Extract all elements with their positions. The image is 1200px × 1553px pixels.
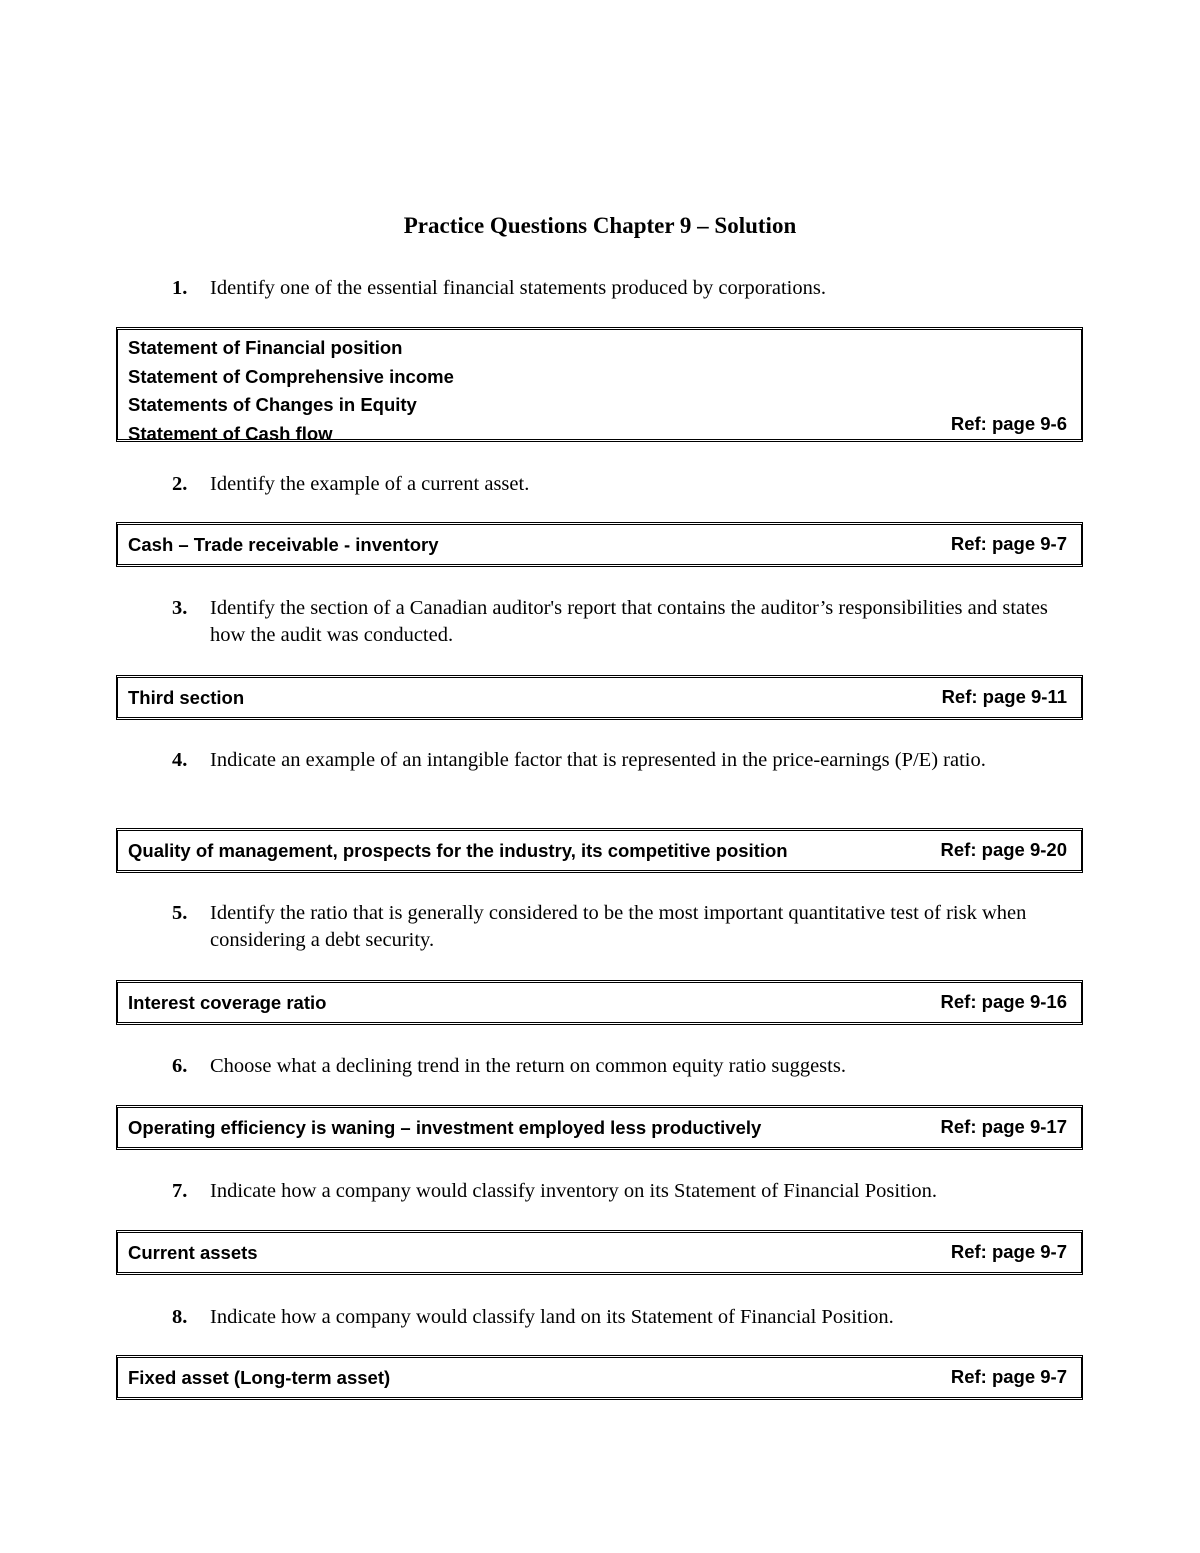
answer-box-3 — [116, 675, 1083, 720]
answer-reference: Ref: page 9-6 — [950, 413, 1067, 434]
question-number: 7. — [172, 1180, 188, 1202]
answer-box-7 — [116, 1230, 1083, 1275]
page-title: Practice Questions Chapter 9 – Solution — [403, 213, 797, 238]
question-text: Identify the example of a current asset. — [210, 473, 530, 495]
question-2 — [172, 471, 1072, 498]
answer-line: Third section — [128, 687, 245, 708]
question-5 — [172, 900, 1072, 954]
question-number: 2. — [172, 473, 188, 495]
answer-line: Operating efficiency is waning – investment employed less productively — [128, 1117, 762, 1138]
answer-line: Current assets — [128, 1242, 258, 1263]
answer-line: Statement of Cash flow — [128, 422, 333, 444]
question-text: Indicate how a company would classify land on its Statement of Financial Position. — [210, 1306, 894, 1328]
question-text: Indicate an example of an intangible factor that is represented in the price-earnings (P/E) ratio. — [210, 749, 986, 771]
question-text: Identify the section of a Canadian auditor's report that contains the auditor’s responsibilities and states how the audit was conducted. — [210, 597, 1048, 646]
question-1 — [172, 275, 1072, 302]
answer-box-5 — [116, 980, 1083, 1025]
answer-reference: Ref: page 9-11 — [941, 686, 1067, 707]
question-text: Identify the ratio that is generally considered to be the most important quantitative test of risk when considering a debt security. — [210, 902, 1027, 951]
question-number: 8. — [172, 1306, 188, 1328]
answer-line: Statements of Changes in Equity — [128, 394, 417, 415]
answer-reference: Ref: page 9-16 — [940, 991, 1067, 1012]
answer-box-1 — [116, 327, 1083, 442]
question-number: 1. — [172, 277, 188, 299]
answer-line: Cash – Trade receivable - inventory — [128, 534, 439, 555]
answer-box-4 — [116, 828, 1083, 873]
answer-line: Interest coverage ratio — [128, 992, 327, 1013]
question-number: 3. — [172, 597, 188, 619]
answer-reference: Ref: page 9-7 — [950, 533, 1067, 554]
answer-reference: Ref: page 9-7 — [950, 1241, 1067, 1262]
answer-box-6 — [116, 1105, 1083, 1150]
question-text: Indicate how a company would classify inventory on its Statement of Financial Position. — [210, 1180, 938, 1202]
question-4 — [172, 747, 1072, 774]
question-number: 4. — [172, 749, 188, 771]
question-7 — [172, 1178, 1072, 1205]
answer-line: Quality of management, prospects for the industry, its competitive position — [128, 840, 788, 861]
question-3 — [172, 595, 1072, 649]
answer-box-8 — [116, 1355, 1083, 1400]
answer-line: Statement of Financial position — [128, 337, 403, 358]
question-text: Identify one of the essential financial statements produced by corporations. — [210, 277, 826, 299]
answer-reference: Ref: page 9-20 — [940, 839, 1067, 860]
answer-line: Fixed asset (Long-term asset) — [128, 1367, 391, 1388]
question-8 — [172, 1304, 1072, 1331]
question-number: 6. — [172, 1055, 188, 1077]
answer-line: Statement of Comprehensive income — [128, 365, 454, 387]
question-6 — [172, 1053, 1072, 1080]
question-number: 5. — [172, 902, 188, 924]
answer-reference: Ref: page 9-17 — [940, 1116, 1067, 1137]
question-text: Choose what a declining trend in the return on common equity ratio suggests. — [210, 1055, 846, 1077]
answer-box-2 — [116, 522, 1083, 567]
answer-reference: Ref: page 9-7 — [950, 1366, 1067, 1387]
